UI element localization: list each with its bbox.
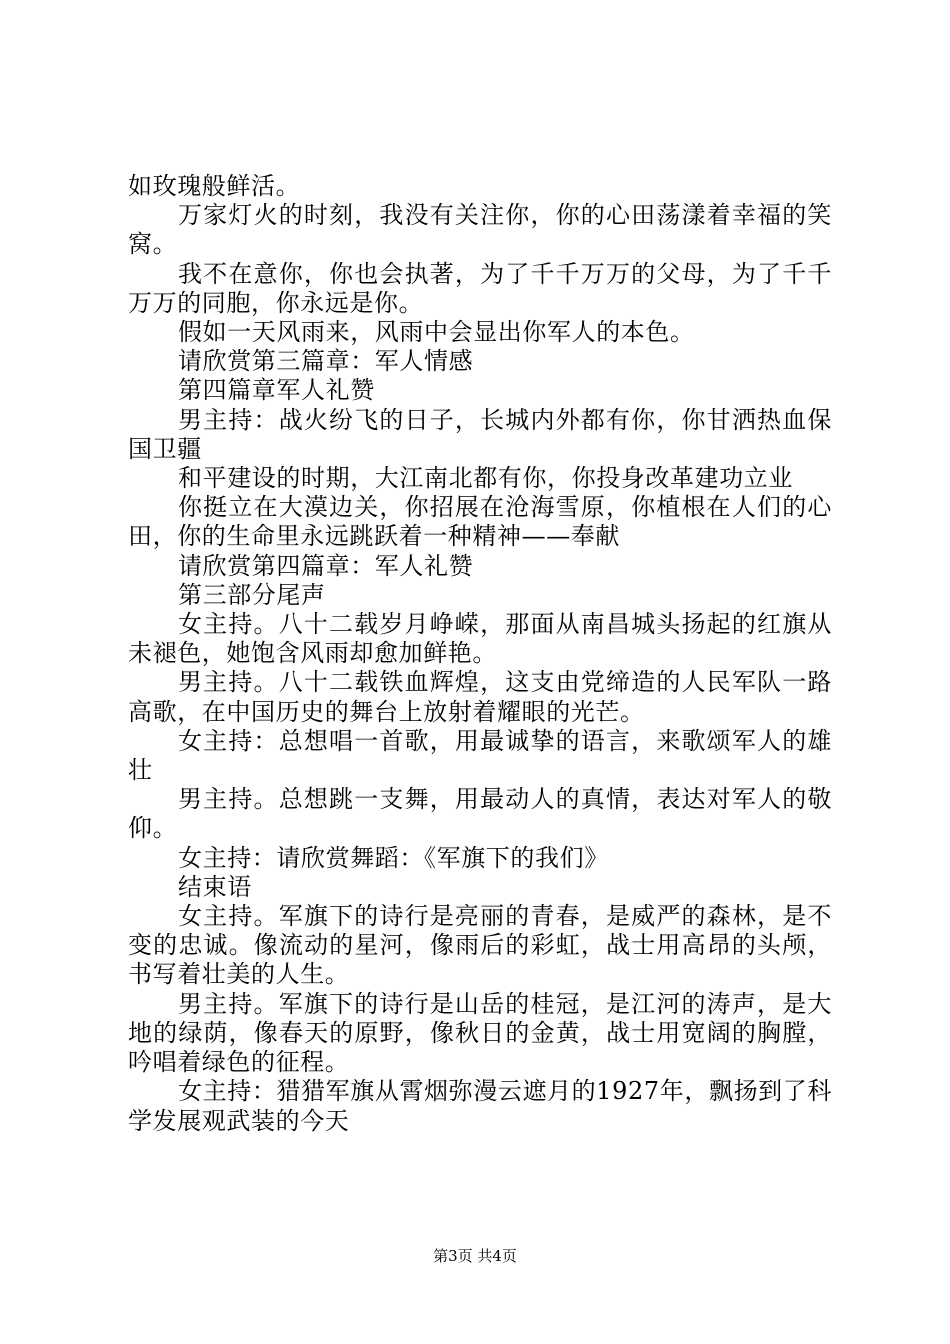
paragraph: 女主持：总想唱一首歌，用最诚挚的语言，来歌颂军人的雄壮 bbox=[128, 726, 832, 785]
paragraph: 如玫瑰般鲜活。 bbox=[128, 172, 301, 200]
section-heading: 第四篇章军人礼赞 bbox=[178, 376, 375, 405]
paragraph: 和平建设的时期，大江南北都有你，你投身改革建功立业 bbox=[178, 464, 793, 493]
section-intro: 请欣赏第三篇章：军人情感 bbox=[178, 347, 474, 376]
document-body bbox=[128, 172, 832, 1136]
paragraph: 女主持。军旗下的诗行是亮丽的青春，是威严的森林，是不变的忠诚。像流动的星河，像雨后的彩虹，战士用高昂的头颅，书写着壮美的人生。 bbox=[128, 902, 832, 989]
paragraph: 女主持：猎猎军旗从霄烟弥漫云遮月的1927年，飘扬到了科学发展观武装的今天 bbox=[128, 1077, 832, 1135]
paragraph: 男主持。总想跳一支舞，用最动人的真情，表达对军人的敬仰。 bbox=[128, 785, 832, 843]
section-heading: 第三部分尾声 bbox=[178, 580, 326, 609]
paragraph: 万家灯火的时刻，我没有关注你，你的心田荡漾着幸福的笑窝。 bbox=[128, 201, 832, 259]
paragraph: 男主持。八十二载铁血辉煌，这支由党缔造的人民军队一路高歌，在中国历史的舞台上放射着耀眼的光芒。 bbox=[128, 668, 832, 726]
section-intro: 请欣赏第四篇章：军人礼赞 bbox=[178, 551, 474, 580]
paragraph: 我不在意你，你也会执著，为了千千万万的父母，为了千千万万的同胞，你永远是你。 bbox=[128, 259, 832, 317]
paragraph: 女主持：请欣赏舞蹈：《军旗下的我们》 bbox=[178, 843, 609, 872]
section-heading: 结束语 bbox=[178, 872, 252, 901]
paragraph: 你挺立在大漠边关，你招展在沧海雪原，你植根在人们的心田，你的生命里永远跳跃着一种精神——奉献 bbox=[128, 493, 832, 551]
paragraph: 女主持。八十二载岁月峥嵘，那面从南昌城头扬起的红旗从未褪色，她饱含风雨却愈加鲜艳。 bbox=[128, 610, 832, 668]
page-number-footer: 第3页 共4页 bbox=[433, 1247, 517, 1265]
paragraph: 男主持：战火纷飞的日子，长城内外都有你，你甘洒热血保国卫疆 bbox=[128, 405, 832, 463]
paragraph: 男主持。军旗下的诗行是山岳的桂冠，是江河的涛声，是大地的绿荫，像春天的原野，像秋日的金黄，战士用宽阔的胸膛，吟唱着绿色的征程。 bbox=[128, 989, 832, 1077]
paragraph: 假如一天风雨来，风雨中会显出你军人的本色。 bbox=[178, 318, 695, 347]
